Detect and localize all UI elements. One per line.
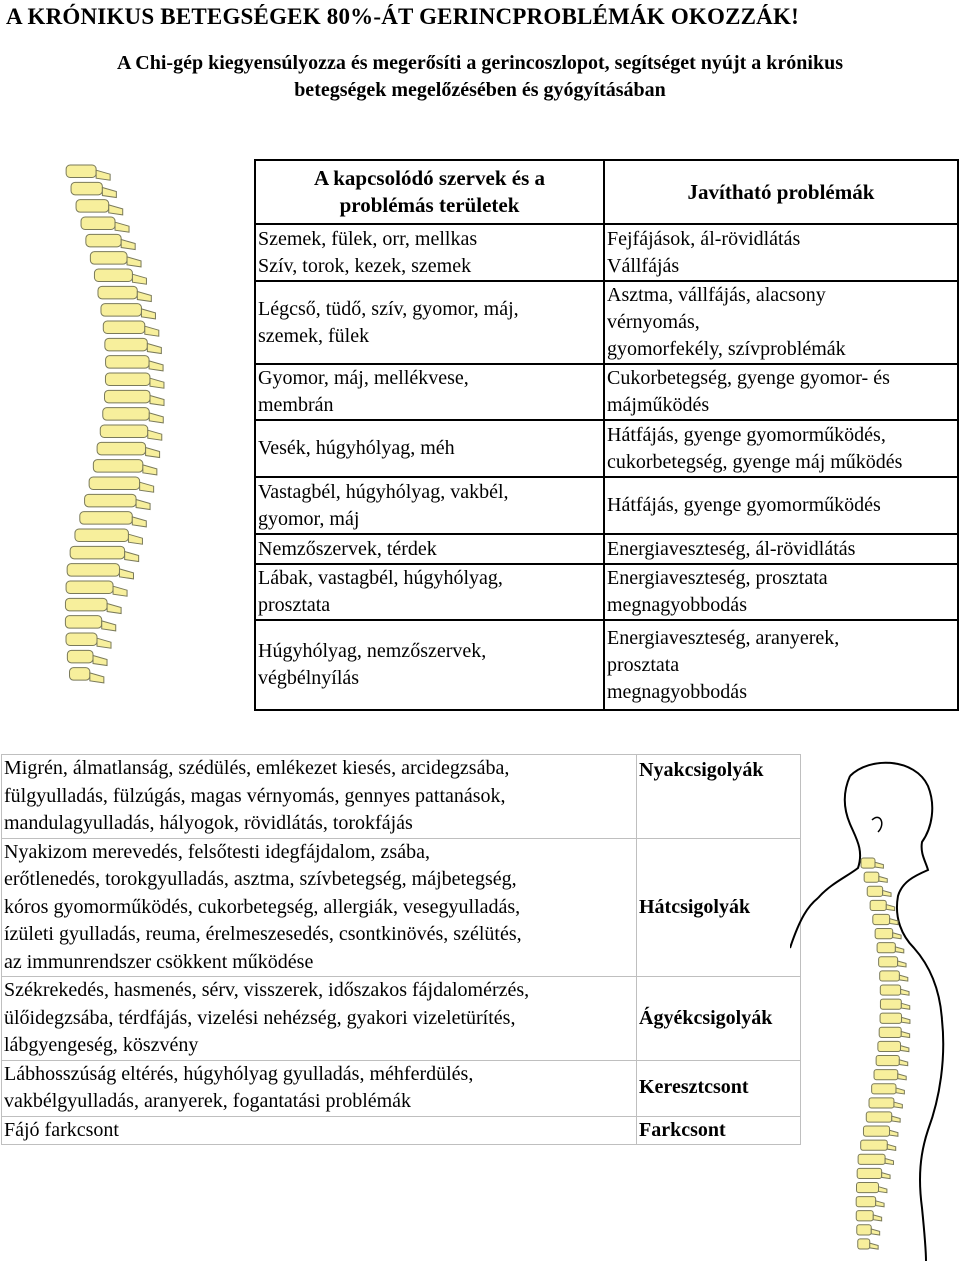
vertebra [67,650,93,662]
symptoms-cell [2,977,637,1061]
vertebra [81,217,115,229]
symptoms-cell [2,755,637,839]
problems-line: megnagyobbodás [607,680,747,703]
vertebra [70,668,90,680]
spine-section-label: Farkcsont [637,1116,801,1145]
vertebra [89,477,140,489]
problems-cell [604,364,958,420]
organs-line: szemek, fülek [258,324,370,347]
problems-line: Cukorbetegség, gyenge gyomor- és [607,367,890,389]
organs-cell [255,534,604,564]
vertebra-process [121,240,135,250]
vertebra [858,1154,885,1164]
vertebra-process [898,961,906,967]
organs-line: Szemek, fülek, orr, mellkas [258,227,478,250]
problems-cell [604,420,958,477]
vertebra-process [102,621,116,631]
vertebra-process [125,552,139,562]
table-row [255,620,958,710]
vertebra [65,616,101,628]
vertebra [856,1197,876,1207]
vertebra-process [90,673,104,683]
spine-section-label: Nyakcsigolyák [637,755,801,839]
vertebra-process [883,890,891,896]
problems-line: Hátfájás, gyenge gyomorműködés, [607,423,886,446]
vertebra [880,1013,901,1023]
vertebra [76,200,109,212]
vertebra-process [899,975,907,981]
vertebra [93,460,143,472]
vertebra-process [115,222,129,232]
spine-illustration [30,160,220,720]
vertebra [65,598,107,610]
vertebra [100,425,147,437]
vertebra-process [127,257,141,267]
organs-cell [255,420,604,477]
vertebra [863,1126,889,1136]
vertebra [66,165,96,177]
table-row [2,838,801,977]
spine-vertebrae [65,165,164,683]
problems-line: Energiaveszteség, ál-rövidlátás [607,537,856,560]
table-row [255,224,958,281]
header-organs-line-2: problémás területek [339,193,520,217]
vertebra-process [141,309,155,319]
organs-cell [255,224,604,281]
vertebra-process [882,1173,890,1179]
vertebra-process [107,604,121,614]
vertebra [97,442,146,454]
vertebra [875,929,893,939]
vertebra [90,252,127,264]
symptoms-line: vakbélgyulladás, aranyerek, fogantatási problémák [4,1090,412,1112]
problems-cell [604,564,958,620]
spine-section-label: Keresztcsont [637,1060,801,1116]
problems-line: prosztata [607,653,680,676]
vertebra [880,985,900,995]
vertebra [80,512,133,524]
organs-line: Szív, torok, kezek, szemek [258,254,472,277]
header-problems: Javítható problémák [604,160,958,224]
vertebra-process [96,170,110,180]
organs-line: Nemzőszervek, térdek [258,537,437,560]
symptoms-line: az immunrendszer csökkent működése [4,950,314,973]
problems-line: megnagyobbodás [607,594,747,616]
organs-line: gyomor, máj [258,507,360,530]
problems-cell [604,281,958,364]
vertebra-process [896,1088,904,1094]
subtitle-line-2: betegségek megelőzésében és gyógyításában [294,79,666,101]
vertebra [857,1225,872,1235]
vertebra-process [148,430,162,440]
vertebra-process [146,448,160,458]
vertebra [66,633,97,645]
symptoms-line: Lábhosszúság eltérés, húgyhólyag gyulladás, méhferdülés, [4,1062,474,1085]
table-row [255,534,958,564]
vertebra-process [113,586,127,596]
vertebra [103,408,149,420]
organs-line: prosztata [258,594,331,616]
vertebra-process [150,378,164,388]
symptoms-line: Székrekedés, hasmenés, sérv, visszerek, időszakos fájdalomérzés, [4,979,530,1001]
vertebra [105,390,151,402]
vertebra-process [892,1116,900,1122]
vertebra-process [873,1215,881,1221]
organs-line: Vesék, húgyhólyag, méh [258,437,455,459]
vertebra-process [890,919,898,925]
vertebra-process [879,876,887,882]
vertebra-process [119,569,133,579]
symptoms-cell [2,838,637,977]
vertebra-process [140,482,154,492]
problems-line: Fejfájások, ál-rövidlátás [607,227,801,250]
vertebra-process [109,205,123,215]
symptoms-cell [2,1116,637,1145]
organs-line: Légcső, tüdő, szív, gyomor, máj, [258,297,519,320]
problems-line: Vállfájás [607,254,680,277]
organs-line: Vastagbél, húgyhólyag, vakbél, [258,480,509,503]
vertebra [858,1239,870,1249]
symptoms-line: fülgyulladás, fülzúgás, magas vérnyomás, gennyes pattanások, [4,784,506,807]
problems-line: vérnyomás, [607,311,700,333]
organs-cell [255,364,604,420]
problems-cell [604,620,958,710]
vertebra-process [879,1187,887,1193]
vertebra-process [886,905,894,911]
table-row [255,477,958,534]
body-spine-vertebrae [856,858,910,1249]
organs-cell [255,620,604,710]
vertebra-process [143,465,157,475]
problems-line: Energiaveszteség, prosztata [607,567,828,589]
organs-line: Húgyhólyag, nemzőszervek, [258,640,487,662]
organs-line: membrán [258,394,334,416]
vertebra [864,872,879,882]
symptoms-line: mandulagyulladás, hályogok, rövidlátás, torokfájás [4,812,413,834]
vertebra [867,886,882,896]
header-organs-line-1: A kapcsolódó szervek és a [314,166,545,190]
page-title: A KRÓNIKUS BETEGSÉGEK 80%-ÁT GERINCPROBLÉMÁK OKOZZÁK! [6,4,799,29]
vertebra [101,304,142,316]
vertebra-process [893,933,901,939]
symptoms-line: kóros gyomorműködés, cukorbetegség, allergiák, vesegyulladás, [4,895,521,918]
vertebra [66,581,113,593]
header-organs [255,160,604,224]
problems-line: Energiaveszteség, aranyerek, [607,626,840,649]
vertebra [873,914,890,924]
table-row [255,564,958,620]
organs-problems-rows [255,224,958,710]
vertebra-process [900,1046,908,1052]
vertebra-process [901,1003,909,1009]
organs-cell [255,281,604,364]
table-row [2,1060,801,1116]
vertebra [85,494,137,506]
vertebra-process [876,1201,884,1207]
vertebra [75,529,129,541]
problems-cell [604,224,958,281]
vertebra [103,321,145,333]
table-row [2,977,801,1061]
symptoms-cell [2,1060,637,1116]
vertebra [857,1182,879,1192]
vertebra-process [902,1017,910,1023]
vertebra [874,1070,898,1080]
vertebra [879,957,898,967]
symptoms-line: erőtlenedés, torokgyulladás, asztma, szívbetegség, májbetegség, [4,868,517,890]
vertebra-process [899,1060,907,1066]
table-row [255,281,958,364]
table-row [2,755,801,839]
vertebra [70,546,125,558]
vertebra [866,1112,891,1122]
vertebra-process [132,517,146,527]
vertebra [856,1211,873,1221]
vertebra-process [901,1032,909,1038]
vertebra-process [132,274,146,284]
vertebra [880,999,901,1009]
problems-line: májműködés [607,394,710,416]
table-row [255,420,958,477]
vertebra [98,286,137,298]
vertebra [94,269,132,281]
vertebra [105,338,148,350]
vertebra [872,1084,896,1094]
subtitle-line-1: A Chi-gép kiegyensúlyozza és megerősíti a gerincoszlopot, segítséget nyújt a krónikus [116,52,844,74]
symptoms-table [1,754,801,1145]
vertebra-process [102,188,116,198]
vertebra-process [149,413,163,423]
vertebra [876,1056,899,1066]
vertebra-process [870,1243,878,1249]
vertebra-process [898,1074,906,1080]
organs-cell [255,564,604,620]
vertebra-process [145,326,159,336]
vertebra [106,356,150,368]
vertebra-process [885,1158,893,1164]
vertebra-process [137,292,151,302]
body-silhouette-illustration [790,758,960,1261]
vertebra-process [136,500,150,510]
vertebra-process [887,1144,895,1150]
organs-line: végbélnyílás [258,667,360,689]
ear-detail [872,817,882,832]
vertebra-process [147,344,161,354]
table-header-row [255,160,958,224]
vertebra-process [894,1102,902,1108]
vertebra-process [149,361,163,371]
spine-section-label: Hátcsigolyák [637,838,801,977]
symptoms-line: ülőidegzsába, térdfájás, vizelési nehézség, gyakori vizeletürítés, [4,1006,516,1029]
vertebra [870,900,886,910]
vertebra [878,1041,901,1051]
problems-line: cukorbetegség, gyenge máj működés [607,450,903,473]
spine-section-label: Ágyékcsigolyák [637,977,801,1061]
problems-cell [604,477,958,534]
symptoms-line: Nyakizom merevedés, felsőtesti idegfájdalom, zsába, [4,840,430,863]
organs-problems-table [254,159,959,711]
vertebra-process [875,862,883,868]
symptoms-line: Migrén, álmatlanság, szédülés, emlékezet kiesés, arcidegzsába, [4,757,510,779]
vertebra [877,943,895,953]
symptoms-line: lábgyengeség, köszvény [4,1034,199,1056]
vertebra [880,971,900,981]
problems-line: gyomorfekély, szívproblémák [607,338,846,360]
vertebra-process [97,638,111,648]
vertebra-process [128,534,142,544]
vertebra [861,1140,888,1150]
vertebra-process [150,396,164,406]
symptoms-rows [2,755,801,1145]
page-subtitle [0,50,960,104]
vertebra [861,858,875,868]
vertebra-process [871,1229,879,1235]
organs-line: Gyomor, máj, mellékvese, [258,367,469,389]
vertebra [71,182,102,194]
problems-line: Asztma, vállfájás, alacsony [607,284,826,306]
vertebra [105,373,149,385]
vertebra-process [895,947,903,953]
vertebra-process [93,656,107,666]
symptoms-line: Fájó farkcsont [4,1118,119,1141]
symptoms-line: ízületi gyulladás, reuma, érelmeszesedés, csontkinövés, szélütés, [4,923,522,945]
problems-cell [604,534,958,564]
table-row [255,364,958,420]
vertebra [879,1027,901,1037]
vertebra [67,564,119,576]
organs-line: Lábak, vastagbél, húgyhólyag, [258,567,503,589]
table-row [2,1116,801,1145]
problems-line: Hátfájás, gyenge gyomorműködés [607,494,881,516]
vertebra-process [890,1130,898,1136]
vertebra [869,1098,894,1108]
vertebra [857,1168,882,1178]
vertebra [86,234,121,246]
organs-cell [255,477,604,534]
vertebra-process [901,989,909,995]
